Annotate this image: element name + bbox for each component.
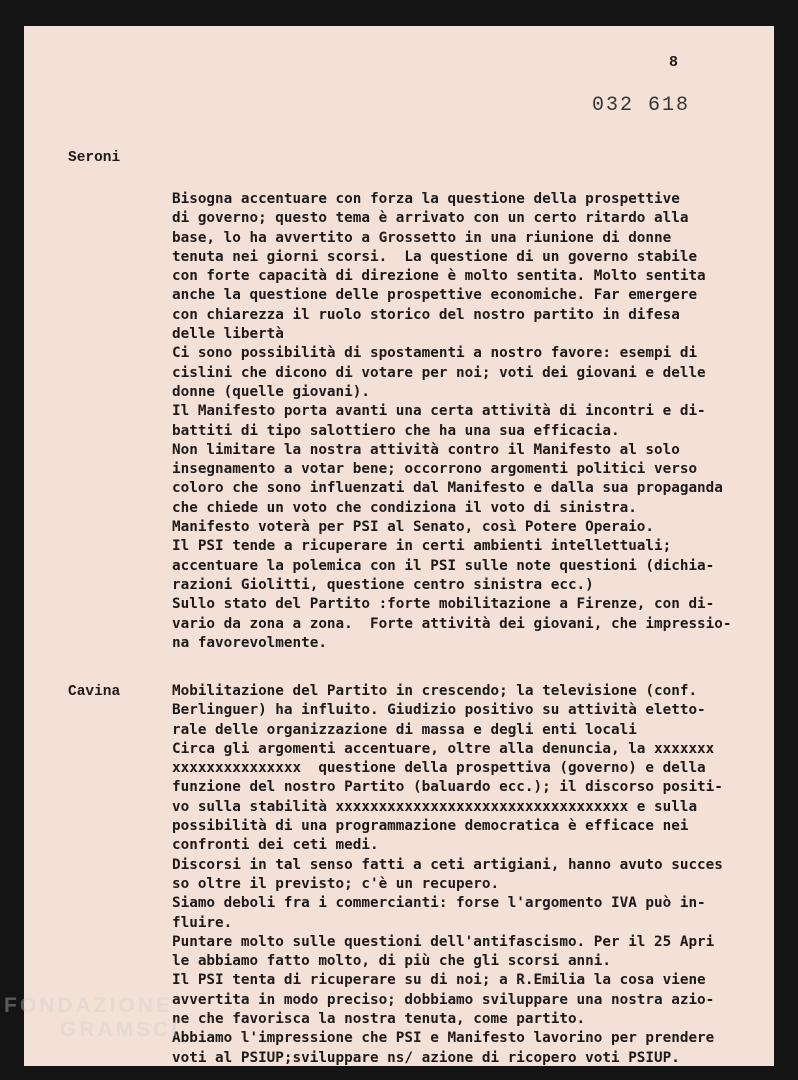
watermark bbox=[4, 994, 180, 1042]
archive-code: 032 618 bbox=[592, 94, 691, 117]
section-seroni-text: Bisogna accentuare con forza la questione della prospettive di governo; questo tema è arrivato con un certo ritardo alla base, lo ha avvertito a Grossetto in una riunione di donne tenuta nei giorni scorsi. La questione di un governo stabile con forte capacità di direzione è molto sentita. Molto sentita anche la questione delle prospettive economiche. Far emergere con chiarezza il ruolo storico del nostro partito in difesa delle libertà Ci sono possibilità di spostamenti a nostro favore: esempi di cislini che dicono di votare per noi; voti dei giovani e delle donne (quelle giovani). Il Manifesto porta avanti una certa attività di incontri e di- battiti di tipo salottiero che ha una sua efficacia. Non limitare la nostra attività contro il Manifesto al solo insegnamento a votar bene; occorrono argomenti politici verso coloro che sono influenzati dal Manifesto e dalla sua propaganda che chiede un voto che condiziona il voto di sinistra. Manifesto voterà per PSI al Senato, così Potere Operaio. Il PSI tende a ricuperare in certi ambienti intellettuali; accentuare la polemica con il PSI sulle note questioni (dichia- razioni Giolitti, questione centro sinistra ecc.) Sullo stato del Partito :forte mobilitazione a Firenze, con di- vario da zona a zona. Forte attività dei giovani, che impressio- na favorevolmente. bbox=[172, 191, 732, 651]
speaker-seroni: Seroni bbox=[68, 150, 121, 166]
document-page bbox=[24, 26, 774, 1066]
speaker-cavina: Cavina bbox=[68, 684, 121, 700]
page-number: 8 bbox=[669, 54, 679, 71]
watermark-line-2: GRAMSCI bbox=[60, 1018, 181, 1041]
section-cavina-text: Mobilitazione del Partito in crescendo; la televisione (conf. Berlinguer) ha influito. Giudizio positivo su attività eletto- rale delle organizzazione di massa e degli enti locali Circa gli argomenti accentuare, oltre alla denuncia, la xxxxxxx xxxxxxxxxxxxxxx questione della prospettiva (governo) e della funzione del nostro Partito (baluardo ecc.); il discorso positi- vo sulla stabilità xxxxxxxxxxxxxxxxxxxxxxxxxxxxxxxxxx e sulla possibilità di una programmazione democratica è efficace nei confronti dei ceti medi. Discorsi in tal senso fatti a ceti artigiani, hanno avuto succes so oltre il previsto; c'è un recupero. Siamo deboli fra i commercianti: forse l'argomento IVA può in- fluire. Puntare molto sulle questioni dell'antifascismo. Per il 25 Apri le abbiamo fatto molto, di più che gli scorsi anni. Il PSI tenta di ricuperare su di noi; a R.Emilia la cosa viene avvertita in modo preciso; dobbiamo sviluppare una nostra azio- ne che favorisca la nostra tenuta, come partito. Abbiamo l'impressione che PSI e Manifesto lavorino per prendere voti al PSIUP;sviluppare ns/ azione di ricopero voti PSIUP. bbox=[172, 683, 723, 1066]
watermark-line-1: FONDAZIONE bbox=[4, 994, 173, 1017]
